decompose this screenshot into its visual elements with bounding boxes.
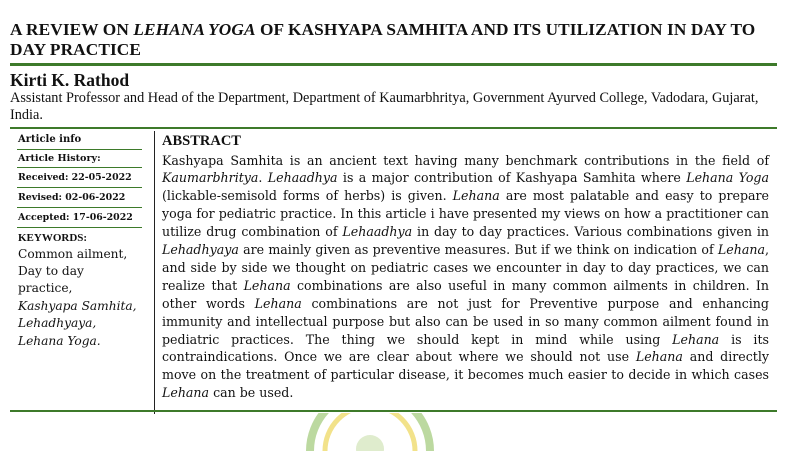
abstract-italic: Lehadhyaya bbox=[162, 242, 239, 258]
abstract-text: is its contraindications. Once we are clear about where we should not use bbox=[162, 331, 769, 365]
abstract-section bbox=[162, 133, 769, 403]
keyword: Kashyapa Samhita, bbox=[18, 298, 137, 313]
article-info-heading: Article info bbox=[18, 133, 82, 145]
abstract-text: can be used. bbox=[209, 385, 294, 401]
abstract-text: are mainly given as preventive measures. But if we think on indication of bbox=[238, 242, 718, 258]
abstract-italic: Lehaadhya bbox=[267, 170, 338, 186]
abstract-text: are most palatable and easy to prepare yoga for pediatric practice. In this article i have presented my views on how a practitioner can utilize drug combination of bbox=[162, 188, 769, 240]
accepted-date: Accepted: 17-06-2022 bbox=[18, 211, 133, 223]
abstract-italic: Lehana bbox=[635, 349, 683, 365]
author-affiliation: Assistant Professor and Head of the Department, Department of Kaumarbhritya, Government Ayurved College, Vadodara, Gujarat, India. bbox=[10, 90, 759, 123]
abstract-text: (lickable-semisold forms of herbs) is given. bbox=[162, 188, 453, 204]
abstract-text: combinations are also useful in many common ailments in children. In other words bbox=[162, 277, 770, 311]
abstract-italic: Lehana bbox=[717, 242, 765, 258]
abstract-italic: Lehana bbox=[452, 188, 500, 204]
abstract-italic: Lehana bbox=[254, 295, 302, 311]
revised-date: Revised: 02-06-2022 bbox=[18, 191, 126, 203]
abstract-italic: Kaumarbhritya bbox=[162, 170, 259, 186]
keywords-heading: KEYWORDS: bbox=[18, 231, 88, 244]
abstract-text: , and side by side we thought on pediatric cases we encounter in day to day practices, we can realize that bbox=[162, 242, 769, 293]
article-info-panel bbox=[17, 131, 142, 350]
column-divider bbox=[154, 131, 155, 414]
abstract-text: in day to day practices. Various combinations given in bbox=[412, 224, 769, 240]
abstract-heading: ABSTRACT bbox=[162, 132, 241, 149]
author-name: Kirti K. Rathod bbox=[10, 70, 130, 90]
keyword: Common ailment, bbox=[18, 246, 128, 261]
abstract-text: combinations are not just for Preventive purpose and enhancing immunity and intellectual purpose but also can be used in so many common ailment found in pediatric practices. The thing we should kept in mind while using bbox=[162, 295, 769, 347]
title-italic: LEHANA YOGA bbox=[133, 20, 256, 39]
keyword: Lehadhyaya, bbox=[18, 316, 97, 331]
abstract-text: Kashyapa Samhita is an ancient text having many benchmark contributions in the field of bbox=[162, 152, 769, 168]
abstract-italic: Lehaadhya bbox=[342, 224, 413, 240]
paper-page bbox=[10, 0, 777, 414]
abstract-text: and directly move on the treatment of particular disease, it becomes much easier to decide in which cases bbox=[162, 349, 769, 383]
content-area bbox=[10, 129, 777, 414]
received-date: Received: 22-05-2022 bbox=[18, 171, 132, 183]
abstract-text: is a major contribution of Kashyapa Samhita where bbox=[337, 170, 687, 186]
keyword-list bbox=[17, 246, 142, 350]
title-rule bbox=[10, 63, 777, 66]
title-text: A REVIEW ON bbox=[10, 20, 134, 39]
abstract-body bbox=[162, 152, 769, 403]
abstract-text: . bbox=[258, 170, 268, 186]
abstract-italic: Lehana bbox=[162, 385, 210, 401]
keyword: Lehana Yoga. bbox=[18, 333, 101, 348]
journal-seal-watermark bbox=[305, 413, 435, 451]
abstract-italic: Lehana bbox=[672, 331, 720, 347]
title-text-rest: OF KASHYAPA SAMHITA AND ITS UTILIZATION IN DAY TO DAY PRACTICE bbox=[10, 20, 756, 59]
footer-rule bbox=[10, 410, 777, 412]
paper-title bbox=[10, 0, 777, 60]
abstract-italic: Lehana bbox=[243, 277, 291, 293]
keyword: Day to day practice, bbox=[18, 263, 84, 296]
article-history-label: Article History: bbox=[18, 152, 101, 164]
abstract-italic: Lehana Yoga bbox=[686, 170, 770, 186]
